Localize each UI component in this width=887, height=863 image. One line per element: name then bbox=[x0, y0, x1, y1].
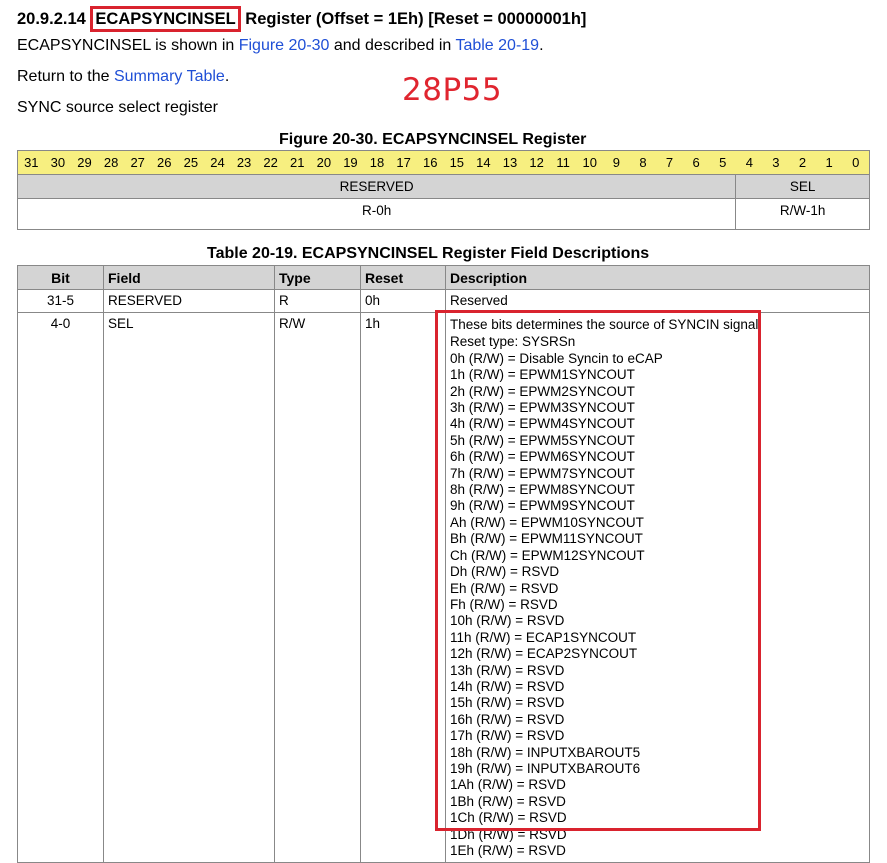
description-line: Fh (R/W) = RSVD bbox=[450, 596, 558, 612]
bit-number-cell: 12 bbox=[529, 155, 544, 170]
description-line: Reset type: SYSRSn bbox=[450, 334, 576, 350]
description-line: Eh (R/W) = RSVD bbox=[450, 580, 559, 596]
description-line: Dh (R/W) = RSVD bbox=[450, 564, 560, 580]
description-line: 9h (R/W) = EPWM9SYNCOUT bbox=[450, 498, 635, 514]
description-line: 2h (R/W) = EPWM2SYNCOUT bbox=[450, 383, 635, 399]
description-line: 5h (R/W) = EPWM5SYNCOUT bbox=[450, 432, 635, 448]
description-line: 1h (R/W) = EPWM1SYNCOUT bbox=[450, 367, 635, 383]
reset-cell: 1h bbox=[361, 313, 446, 863]
description-cell bbox=[446, 313, 870, 863]
description-line: 19h (R/W) = INPUTXBAROUT6 bbox=[450, 760, 641, 776]
bit-number-cell: 25 bbox=[183, 155, 199, 170]
table-caption: Table 20-19. ECAPSYNCINSEL Register Field Descriptions bbox=[207, 245, 650, 262]
description-line: Reserved bbox=[450, 293, 508, 308]
description-line: 10h (R/W) = RSVD bbox=[450, 613, 565, 629]
section-heading-rest: Register (Offset = 1Eh) [Reset = 00000001h] bbox=[245, 10, 587, 28]
intro-text-middle: and described in bbox=[329, 37, 456, 54]
bit-number-cell: 0 bbox=[852, 155, 860, 170]
table-link[interactable]: Table 20-19 bbox=[455, 37, 540, 54]
bit-number-cell: 8 bbox=[639, 155, 647, 170]
sel-field-cell: SEL bbox=[789, 179, 816, 194]
return-text-suffix: . bbox=[224, 68, 230, 85]
bit-number-cell: 9 bbox=[612, 155, 620, 170]
bit-number-cell: 29 bbox=[77, 155, 92, 170]
section-number: 20.9.2.14 bbox=[17, 10, 86, 28]
description-line: 17h (R/W) = RSVD bbox=[450, 728, 565, 744]
description-line: 7h (R/W) = EPWM7SYNCOUT bbox=[450, 465, 635, 481]
return-text: Return to the bbox=[17, 68, 114, 85]
bit-number-cell: 10 bbox=[582, 155, 597, 170]
bit-number-cell: 21 bbox=[290, 155, 305, 170]
bit-cell: 31-5 bbox=[18, 290, 104, 313]
bit-number-cell: 30 bbox=[50, 155, 66, 170]
description-line: 4h (R/W) = EPWM4SYNCOUT bbox=[450, 416, 635, 432]
intro-paragraph bbox=[17, 37, 544, 55]
table-row bbox=[18, 290, 870, 313]
bit-number-cell: 6 bbox=[692, 155, 700, 170]
bit-number-cell: 18 bbox=[369, 155, 385, 170]
table-body bbox=[18, 290, 870, 863]
reserved-access-cell: R-0h bbox=[18, 199, 736, 229]
figure-link[interactable]: Figure 20-30 bbox=[238, 37, 330, 54]
bit-number-cell: 26 bbox=[157, 155, 172, 170]
header-reset: Reset bbox=[361, 266, 446, 290]
description-line: 1Dh (R/W) = RSVD bbox=[450, 826, 567, 842]
header-description: Description bbox=[446, 266, 870, 290]
header-field: Field bbox=[104, 266, 275, 290]
reserved-field-cell: RESERVED bbox=[18, 175, 736, 198]
bit-number-cell: 20 bbox=[316, 155, 332, 170]
description-line: 0h (R/W) = Disable Syncin to eCAP bbox=[450, 350, 663, 366]
description-line: Ah (R/W) = EPWM10SYNCOUT bbox=[450, 514, 644, 530]
bit-number-cell: 13 bbox=[502, 155, 518, 170]
reset-cell: 0h bbox=[361, 290, 446, 313]
bit-number-cell: 19 bbox=[343, 155, 358, 170]
bit-number-cell: 7 bbox=[665, 155, 674, 170]
bit-number-cell: 4 bbox=[745, 155, 753, 170]
bit-number-cell: 17 bbox=[396, 155, 411, 170]
table-row bbox=[18, 313, 870, 863]
device-annotation: 28P55 bbox=[402, 72, 503, 108]
bit-number-cell: 2 bbox=[798, 155, 807, 170]
type-cell: R/W bbox=[275, 313, 361, 863]
bit-number-cell: 16 bbox=[422, 155, 438, 170]
register-figure bbox=[17, 150, 870, 230]
bit-number-cell: 5 bbox=[719, 155, 727, 170]
description-line: 15h (R/W) = RSVD bbox=[450, 695, 565, 711]
bit-number-cell: 3 bbox=[772, 155, 780, 170]
return-paragraph bbox=[17, 68, 229, 86]
bit-number-cell: 14 bbox=[476, 155, 491, 170]
header-bit: Bit bbox=[18, 266, 104, 290]
bit-number-cell: 24 bbox=[210, 155, 225, 170]
description-line: 1Eh (R/W) = RSVD bbox=[450, 843, 566, 858]
register-summary: SYNC source select register bbox=[17, 99, 218, 116]
description-line: 1Ah (R/W) = RSVD bbox=[450, 777, 566, 793]
description-line: These bits determines the source of SYNCIN signal. bbox=[450, 317, 763, 333]
bit-number-cell: 31 bbox=[24, 155, 39, 170]
bit-number-cell: 11 bbox=[556, 155, 570, 170]
field-cell: SEL bbox=[104, 313, 275, 863]
description-line: 11h (R/W) = ECAP1SYNCOUT bbox=[450, 629, 637, 645]
description-line: 1Ch (R/W) = RSVD bbox=[450, 810, 567, 826]
intro-text-suffix: . bbox=[539, 37, 544, 54]
description-line: 3h (R/W) = EPWM3SYNCOUT bbox=[450, 400, 635, 416]
bit-number-cell: 27 bbox=[130, 155, 145, 170]
description-line: Bh (R/W) = EPWM11SYNCOUT bbox=[450, 531, 643, 547]
description-line: 8h (R/W) = EPWM8SYNCOUT bbox=[450, 482, 635, 498]
field-name-row bbox=[18, 175, 869, 199]
field-cell: RESERVED bbox=[104, 290, 275, 313]
description-line: 12h (R/W) = ECAP2SYNCOUT bbox=[450, 646, 638, 662]
description-line: Ch (R/W) = EPWM12SYNCOUT bbox=[450, 547, 645, 563]
section-heading bbox=[17, 6, 586, 32]
bit-number-cell: 22 bbox=[263, 155, 278, 170]
bit-number-row bbox=[18, 151, 869, 175]
header-type: Type bbox=[275, 266, 361, 290]
description-line: 13h (R/W) = RSVD bbox=[450, 662, 565, 678]
description-line: 18h (R/W) = INPUTXBAROUT5 bbox=[450, 744, 641, 760]
bit-number-cell: 28 bbox=[103, 155, 119, 170]
field-description-table bbox=[17, 265, 870, 863]
figure-caption: Figure 20-30. ECAPSYNCINSEL Register bbox=[279, 131, 587, 148]
description-line: 6h (R/W) = EPWM6SYNCOUT bbox=[450, 449, 635, 465]
register-name-highlight: ECAPSYNCINSEL bbox=[90, 6, 240, 32]
type-cell: R bbox=[275, 290, 361, 313]
summary-table-link[interactable]: Summary Table bbox=[113, 68, 225, 85]
bit-cell: 4-0 bbox=[18, 313, 104, 863]
table-header-row bbox=[18, 266, 870, 290]
bit-number-cell: 1 bbox=[825, 155, 833, 170]
bit-number-cell: 23 bbox=[236, 155, 252, 170]
description-cell bbox=[446, 290, 870, 313]
description-line: 1Bh (R/W) = RSVD bbox=[450, 793, 566, 809]
description-line: 14h (R/W) = RSVD bbox=[450, 678, 565, 694]
access-row bbox=[18, 199, 869, 229]
description-line: 16h (R/W) = RSVD bbox=[450, 711, 565, 727]
intro-text: ECAPSYNCINSEL is shown in bbox=[17, 37, 239, 54]
bit-number-cell: 15 bbox=[449, 155, 465, 170]
sel-access-cell: R/W-1h bbox=[779, 203, 826, 218]
